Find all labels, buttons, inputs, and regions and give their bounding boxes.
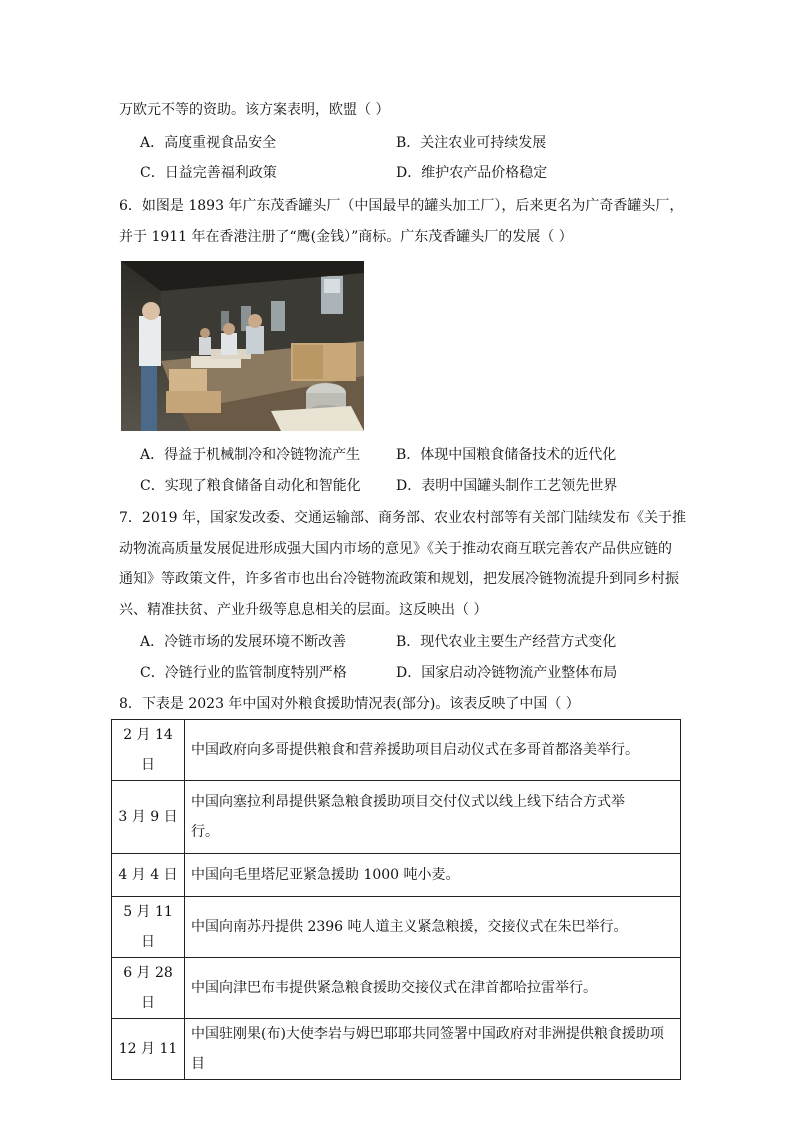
- q7-option-a[interactable]: A．冷链市场的发展环境不断改善: [140, 634, 347, 650]
- q5-stem-tail: 万欧元不等的资助。该方案表明，欧盟（ ）: [119, 102, 390, 118]
- q7-stem-line-4: 兴、精准扶贫、产业升级等息息相关的层面。这反映出（ ）: [119, 602, 488, 618]
- q5-option-d[interactable]: D．维护农产品价格稳定: [396, 165, 548, 181]
- q7-option-d[interactable]: D．国家启动冷链物流产业整体布局: [396, 665, 618, 681]
- q7-stem-line-3: 通知》等政策文件，许多省市也出台冷链物流政策和规划，把发展冷链物流提升到同乡村振: [119, 571, 679, 587]
- table-cell-date: 5 月 11 日: [112, 897, 185, 958]
- q5-option-c[interactable]: C．日益完善福利政策: [140, 165, 277, 181]
- table-cell-event: 中国向南苏丹提供 2396 吨人道主义紧急粮援，交接仪式在朱巴举行。: [185, 897, 681, 958]
- q5-option-b[interactable]: B．关注农业可持续发展: [396, 135, 547, 151]
- cannery-factory-photo: [121, 261, 364, 431]
- table-cell-date: 4 月 4 日: [112, 854, 185, 897]
- q7-option-b[interactable]: B．现代农业主要生产经营方式变化: [396, 634, 617, 650]
- q7-option-c[interactable]: C．冷链行业的监管制度特别严格: [140, 665, 347, 681]
- q6-option-b[interactable]: B．体现中国粮食储备技术的近代化: [396, 447, 617, 463]
- q5-option-a[interactable]: A．高度重视食品安全: [140, 135, 277, 151]
- food-aid-table: [111, 719, 681, 1080]
- q6-option-d[interactable]: D．表明中国罐头制作工艺领先世界: [396, 478, 618, 494]
- q7-stem-line-1: 7．2019 年，国家发改委、交通运输部、商务部、农业农村部等有关部门陆续发布《关于推: [119, 510, 686, 526]
- table-row: [112, 958, 681, 1019]
- table-cell-event: [185, 781, 681, 854]
- table-cell-date: 3 月 9 日: [112, 781, 185, 854]
- q6-stem-line-1: 6．如图是 1893 年广东茂香罐头厂（中国最早的罐头加工厂），后来更名为广奇香罐头厂，: [119, 198, 684, 214]
- table-row: [112, 897, 681, 958]
- table-cell-event: 中国向津巴布韦提供紧急粮食援助交接仪式在津首都哈拉雷举行。: [185, 958, 681, 1019]
- table-row: [112, 720, 681, 781]
- q7-stem-line-2: 动物流高质量发展促进形成强大国内市场的意见》《关于推动农商互联完善农产品供应链的: [119, 541, 672, 557]
- table-row: [112, 781, 681, 854]
- table-row: [112, 854, 681, 897]
- table-cell-event: 中国政府向多哥提供粮食和营养援助项目启动仪式在多哥首都洛美举行。: [185, 720, 681, 781]
- table-cell-event-text: 中国向塞拉利昂提供紧急粮食援助项目交付仪式以线上线下结合方式举行。: [191, 794, 625, 840]
- table-cell-date: 2 月 14 日: [112, 720, 185, 781]
- q6-option-c[interactable]: C．实现了粮食储备自动化和智能化: [140, 478, 361, 494]
- table-cell-event: 中国驻刚果(布)大使李岩与姆巴耶耶共同签署中国政府对非洲提供粮食援助项目: [185, 1019, 681, 1080]
- table-cell-date: 6 月 28 日: [112, 958, 185, 1019]
- table-row: [112, 1019, 681, 1080]
- q8-stem-line-1: 8．下表是 2023 年中国对外粮食援助情况表(部分)。该表反映了中国（ ）: [119, 696, 580, 712]
- q6-option-a[interactable]: A．得益于机械制冷和冷链物流产生: [140, 447, 361, 463]
- table-cell-event: 中国向毛里塔尼亚紧急援助 1000 吨小麦。: [185, 854, 681, 897]
- table-cell-date: 12 月 11: [112, 1019, 185, 1080]
- q6-stem-line-2: 并于 1911 年在香港注册了“鹰(金钱）”商标。广东茂香罐头厂的发展（ ）: [119, 229, 573, 245]
